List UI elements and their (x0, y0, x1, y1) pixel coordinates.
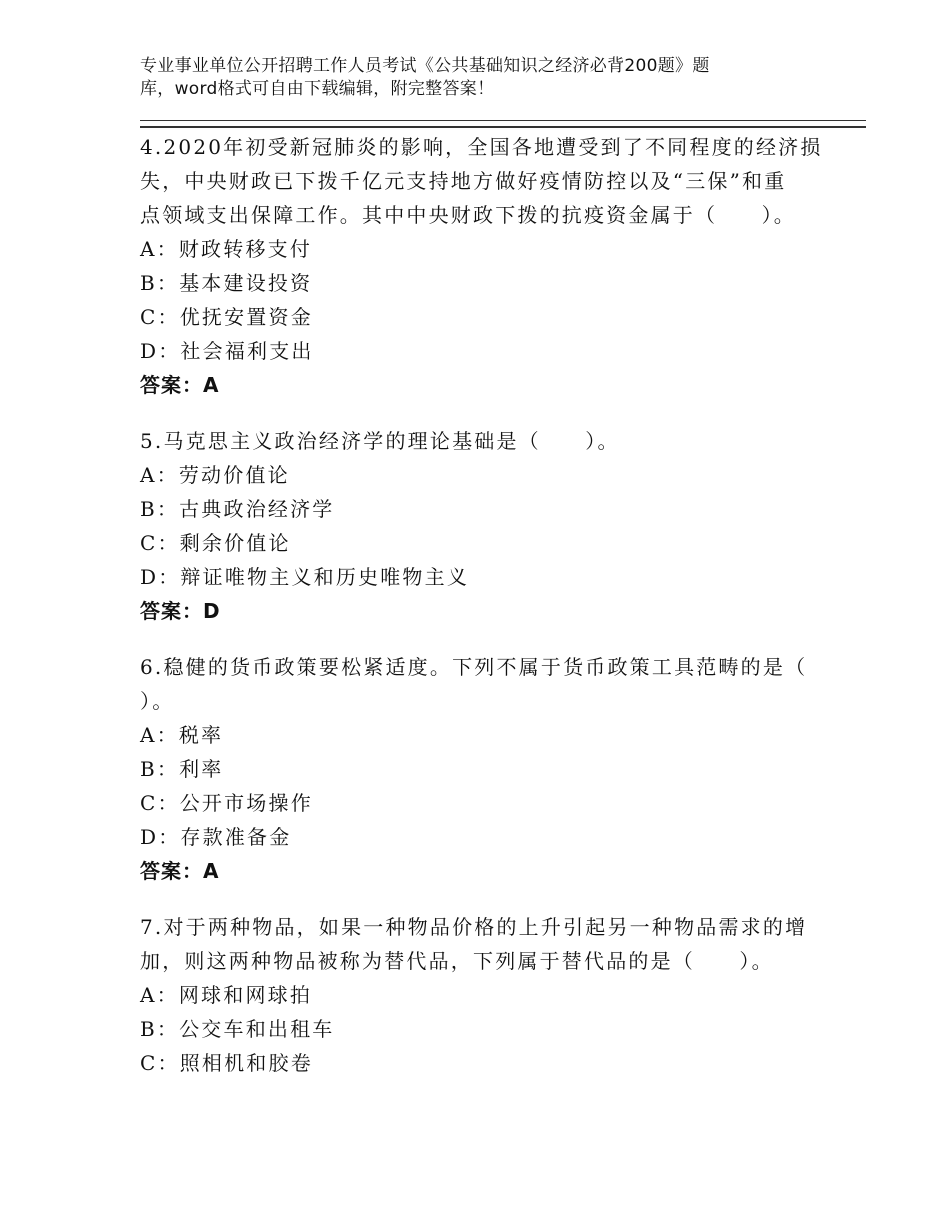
option-d: D：辩证唯物主义和历史唯物主义 (140, 565, 470, 589)
header-divider (140, 120, 866, 128)
header-line-2: 库，word格式可自由下载编辑，附完整答案！ (140, 79, 495, 99)
option-d: D：社会福利支出 (140, 339, 314, 363)
option-c: C：公开市场操作 (140, 791, 313, 815)
option-d: D：存款准备金 (140, 825, 292, 849)
option-a: A：网球和网球拍 (140, 983, 313, 1007)
question-list (140, 130, 840, 1102)
answer: 答案：A (140, 859, 220, 883)
option-b: B：基本建设投资 (140, 271, 313, 295)
question-5 (140, 424, 840, 628)
answer: 答案：D (140, 599, 221, 623)
question-text: ）。 (140, 689, 175, 713)
answer: 答案：A (140, 373, 220, 397)
option-b: B：古典政治经济学 (140, 497, 335, 521)
question-text: 点领域支出保障工作。其中中央财政下拨的抗疫资金属于（ ）。 (140, 203, 796, 227)
question-7 (140, 910, 840, 1080)
question-4 (140, 130, 840, 402)
question-text: 6.稳健的货币政策要松紧适度。下列不属于货币政策工具范畴的是（ (140, 655, 808, 679)
option-c: C：剩余价值论 (140, 531, 291, 555)
option-c: C：优抚安置资金 (140, 305, 313, 329)
question-text: 5.马克思主义政治经济学的理论基础是（ ）。 (140, 429, 620, 453)
question-text: 失，中央财政已下拨千亿元支持地方做好疫情防控以及“三保”和重 (140, 169, 787, 193)
header-line-1: 专业事业单位公开招聘工作人员考试《公共基础知识之经济必背200题》题 (140, 56, 710, 76)
option-a: A：财政转移支付 (140, 237, 313, 261)
question-text: 加，则这两种物品被称为替代品，下列属于替代品的是（ ）。 (140, 949, 774, 973)
question-text: 7.对于两种物品，如果一种物品价格的上升引起另一种物品需求的增 (140, 915, 808, 939)
option-b: B：利率 (140, 757, 224, 781)
question-6 (140, 650, 840, 888)
option-a: A：劳动价值论 (140, 463, 290, 487)
option-b: B：公交车和出租车 (140, 1017, 335, 1041)
option-a: A：税率 (140, 723, 224, 747)
document-header (140, 55, 780, 101)
question-text: 4.2020年初受新冠肺炎的影响，全国各地遭受到了不同程度的经济损 (140, 135, 823, 159)
option-c: C：照相机和胶卷 (140, 1051, 313, 1075)
